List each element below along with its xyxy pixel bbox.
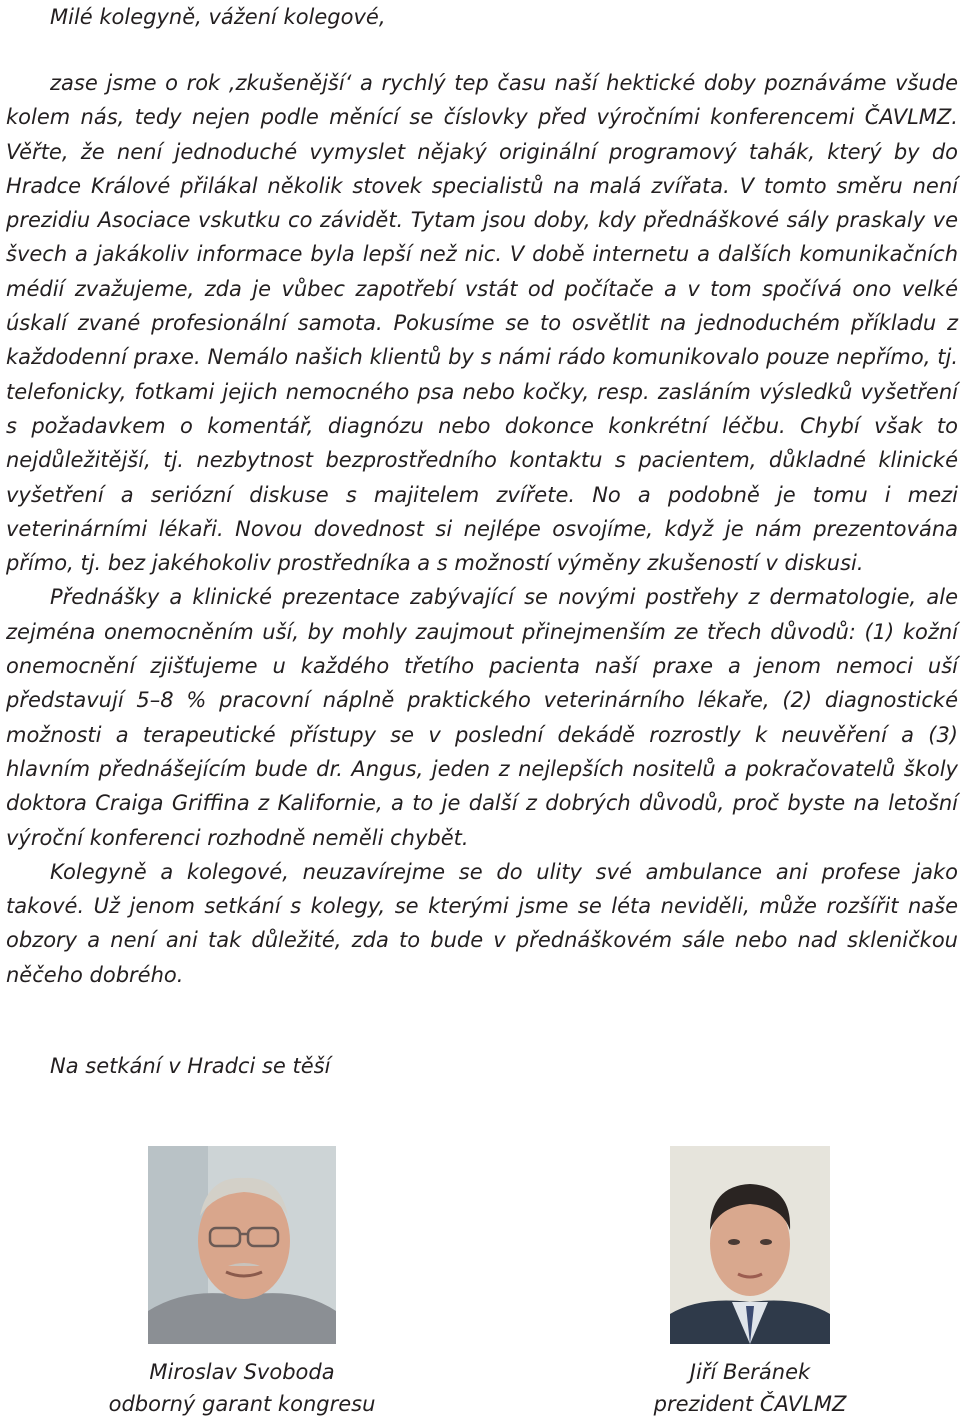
signatory-svoboda <box>62 1356 422 1420</box>
greeting: Milé kolegyně, vážení kolegové, <box>50 5 386 29</box>
signatory-role: prezident ČAVLMZ <box>653 1392 847 1416</box>
signatory-beranek <box>570 1356 930 1420</box>
photo-beranek <box>670 1146 830 1344</box>
closing-line: Na setkání v Hradci se těší <box>50 1054 331 1078</box>
letter-body <box>6 66 958 992</box>
paragraph-2: Přednášky a klinické prezentace zabývající se novými postřehy z dermatologie, ale zejména onemocněním uší, by mohly zaujmout přinejmenším ze třech důvodů: (1) kožní onemocnění zjišťujeme u každého třetího pacienta naší praxe a jenom nemoci uší představují 5–8 % pracovní náplně praktického veterinárního lékaře, (2) diagnostické možnosti a terapeutické přístupy se v poslední dekádě rozrostly k neuvěření a (3) hlavním přednášejícím bude dr. Angus, jeden z nejlepších nositelů a pokračovatelů školy doktora Craiga Griffina z Kalifornie, a to je další z dobrých důvodů, proč byste na letošní výroční konferenci rozhodně neměli chybět. <box>6 585 958 850</box>
signatory-name: Miroslav Svoboda <box>149 1360 335 1384</box>
signatory-role: odborný garant kongresu <box>108 1392 376 1416</box>
paragraph-1: zase jsme o rok ‚zkušenější‘ a rychlý tep času naší hektické doby poznáváme všude kolem nás, tedy nejen podle měnící se číslovky před výročními konferencemi ČAVLMZ. Věřte, že není jednoduché vymyslet nějaký originální programový tahák, který by do Hradce Králové přilákal několik stovek specialistů na malá zvířata. V tomto směru není prezidiu Asociace vskutku co závidět. Tytam jsou doby, kdy přednáškové sály praskaly ve švech a jakákoliv informace byla lepší než nic. V době internetu a dalších komunikačních médií zvažujeme, zda je vůbec zapotřebí vstát od počítače a v tom spočívá ono velké úskalí zvané profesionální samota. Pokusíme se to osvětlit na jednoduchém příkladu z každodenní praxe. Nemálo našich klientů by s námi rádo komunikovalo pouze nepřímo, tj. telefonicky, fotkami jejich nemocného psa nebo kočky, resp. zasláním výsledků vyšetření s požadavkem o komentář, diagnózu nebo dokonce konkrétní léčbu. Chybí však to nejdůležitější, tj. nezbytnost bezprostředního kontaktu s pacientem, důkladné klinické vyšetření a seriózní diskuse s majitelem zvířete. No a podobně je tomu i mezi veterinárními lékaři. Novou dovednost si nejlépe osvojíme, když je nám prezentována přímo, tj. bez jakéhokoliv prostředníka a s možností výměny zkušeností v diskusi. <box>6 71 958 576</box>
paragraph-3: Kolegyně a kolegové, neuzavírejme se do ulity své ambulance ani profese jako takové. Už jenom setkání s kolegy, se kterými jsme se léta neviděli, může rozšířit naše obzory a není ani tak důležité, zda to bude v přednáškovém sále nebo nad skleničkou něčeho dobrého. <box>6 859 958 987</box>
signatory-name: Jiří Beránek <box>689 1360 811 1384</box>
photo-svoboda <box>148 1146 336 1344</box>
